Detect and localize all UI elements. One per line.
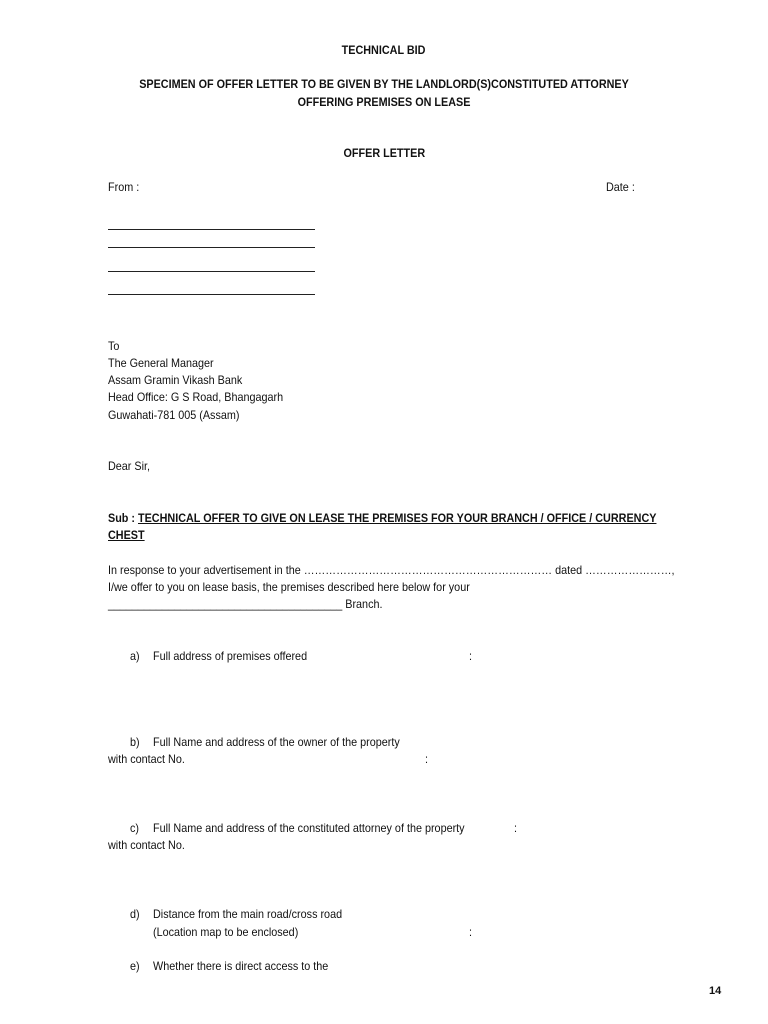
item-b-continuation: with contact No. [108,752,185,766]
item-d-continuation: (Location map to be enclosed) [153,925,299,939]
subject-prefix: Sub : [108,511,135,525]
from-address-line-2 [108,247,315,248]
item-a-marker: a) [130,649,140,663]
subject-line-1 [108,511,656,525]
date-label: Date : [606,180,635,194]
offer-letter-title: OFFER LETTER [343,146,425,160]
item-c-marker: c) [130,821,139,835]
item-d-text: Distance from the main road/cross road [153,907,343,921]
item-e-marker: e) [130,959,140,973]
recipient-line: Head Office: G S Road, Bhangagarh [108,390,284,404]
item-c-text: Full Name and address of the constituted attorney of the property [153,821,465,835]
item-d-colon: : [469,925,473,939]
recipient-line: The General Manager [108,356,214,370]
body-line-1: In response to your advertisement in the …………………………………………………………… dated ……………………, [108,563,675,577]
item-a-colon: : [469,649,473,663]
item-e-text: Whether there is direct access to the [153,959,329,973]
from-label: From : [108,180,140,194]
body-line-3: _______________________________________ Branch. [108,597,383,611]
item-d-marker: d) [130,907,140,921]
page-title: TECHNICAL BID [342,43,426,57]
to-label: To [108,339,120,353]
item-a-text: Full address of premises offered [153,649,308,663]
salutation: Dear Sir, [108,459,151,473]
recipient-line: Assam Gramin Vikash Bank [108,373,243,387]
item-b-text: Full Name and address of the owner of the property [153,735,400,749]
specimen-heading-line-2: OFFERING PREMISES ON LEASE [297,95,471,109]
item-b-colon: : [425,752,429,766]
from-address-line-3 [108,271,315,272]
body-line-2: I/we offer to you on lease basis, the premises described here below for your [108,580,470,594]
page-number: 14 [709,985,722,997]
subject-line-2: CHEST [108,528,145,542]
from-address-line-4 [108,294,315,295]
item-c-continuation: with contact No. [108,838,185,852]
subject-text: TECHNICAL OFFER TO GIVE ON LEASE THE PREMISES FOR YOUR BRANCH / OFFICE / CURRENCY [138,511,657,525]
from-address-line-1 [108,229,315,230]
specimen-heading-line-1: SPECIMEN OF OFFER LETTER TO BE GIVEN BY THE LANDLORD(S)CONSTITUTED ATTORNEY [139,77,629,91]
item-b-marker: b) [130,735,140,749]
item-c-colon: : [514,821,518,835]
recipient-line: Guwahati-781 005 (Assam) [108,408,240,422]
